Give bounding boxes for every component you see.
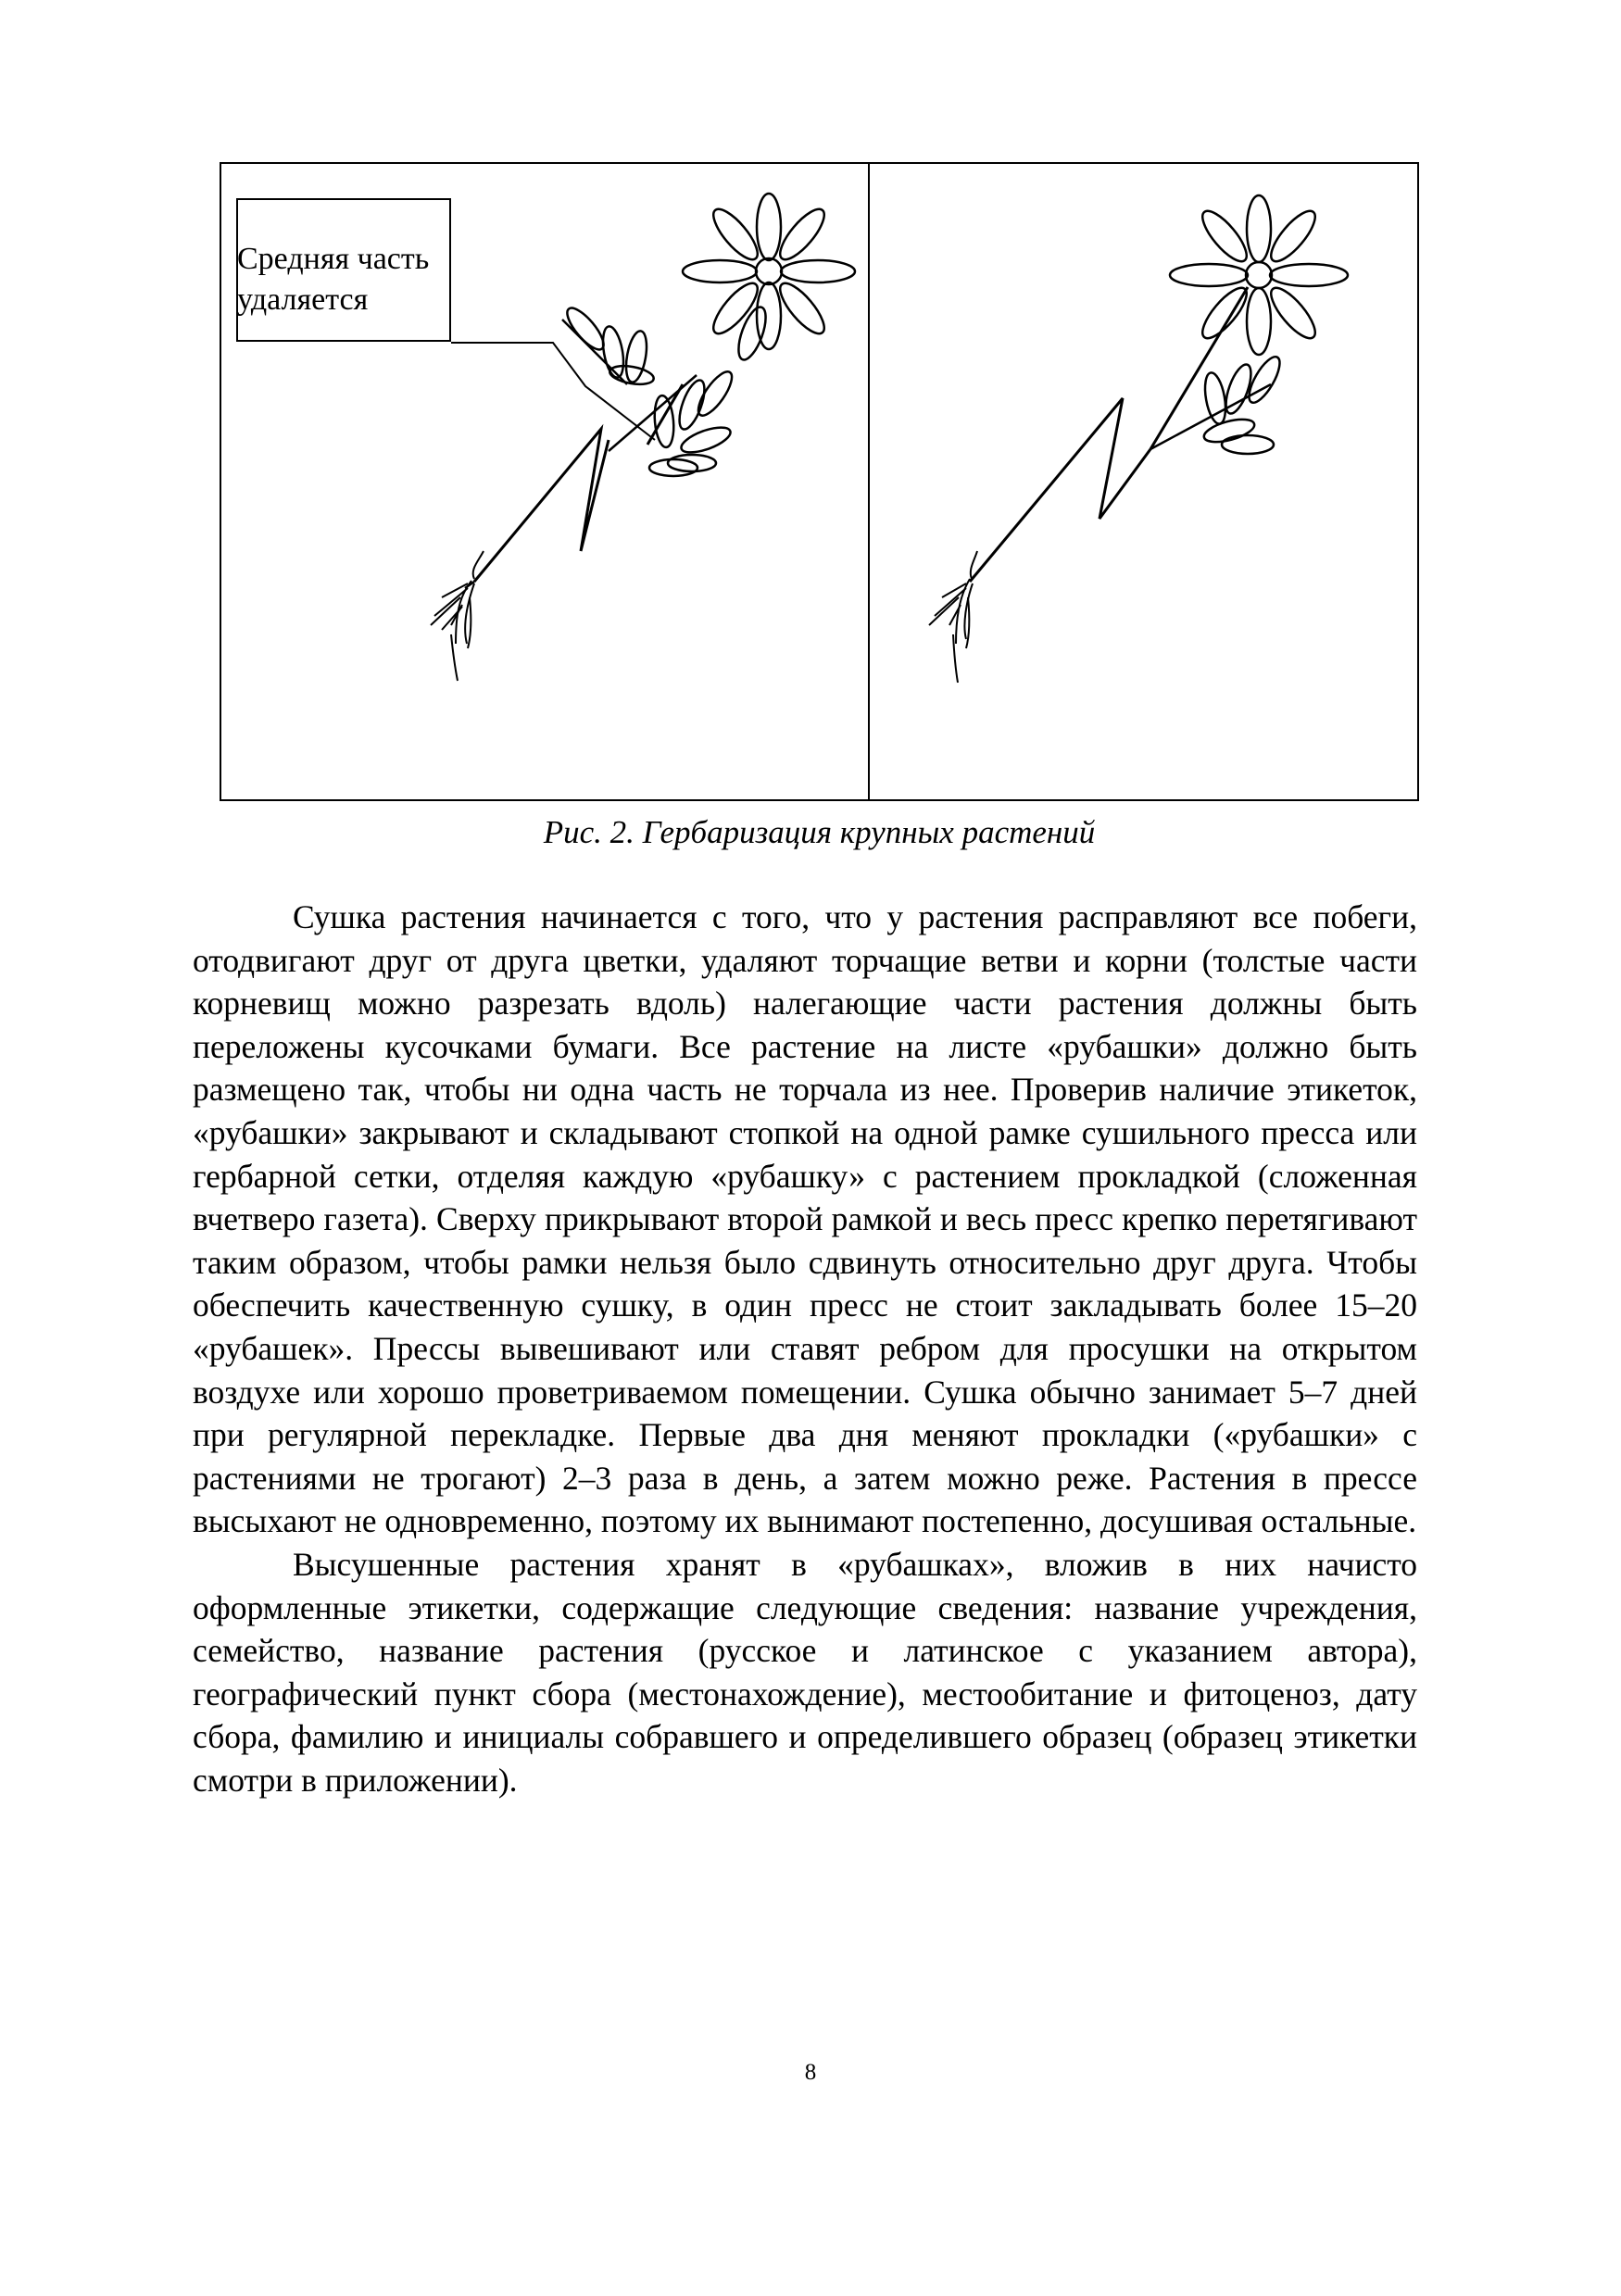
cut-mark [647,384,683,445]
callout-label [237,239,459,320]
figure-caption: Рис. 2. Гербаризация крупных растений [543,814,1096,850]
roots-right [929,551,977,683]
roots-left [431,551,484,681]
callout-line-2: удаляется [237,282,369,317]
plant-left [431,194,855,681]
plant-right [929,195,1348,683]
body-text [193,896,1417,1801]
stem-right [970,398,1150,582]
stem-left [474,429,609,582]
callout-line-1: Средняя часть [237,242,430,276]
branch-right [1150,353,1286,454]
flower-right [1170,195,1348,355]
page-number: 8 [804,2060,817,2085]
flower-left [683,194,855,363]
paragraph-storage: Высушенные растения хранят в «рубашках», вложив в них начисто оформленные этикетки, содержащие следующие сведения: название учреждения, семейство, название растения (русское и латинское с указанием автора), географический пункт сбора (местонахождение), местообитание и фитоценоз, дату сбора, фамилию и инициалы собравшего и определившего образец (образец этикетки смотри в приложении). [193,1545,1417,1799]
paragraph-drying: Сушка растения начинается с того, что у растения расправляют все побеги, отодвигают друг от друга цветки, удаляют торчащие ветви и корни (толстые части корневищ можно разрезать вдоль) налегающие части растения должны быть переложены кусочками бумаги. Все растение на листе «рубашки» должно быть размещено так, чтобы ни одна часть не торчала из нее. Проверив наличие этикеток, «рубашки» закрывают и складывают стопкой на одной рамке сушильного пресса или гербарной сетки, отделяя каждую «рубашку» с растением прокладкой (сложенная вчетверо газета). Сверху прикрывают второй рамкой и весь пресс крепко перетягивают таким образом, чтобы рамки нельзя было сдвинуть относительно друг друга. Чтобы обеспечить качественную сушку, в один пресс не стоит закладывать более 15–20 «рубашек». Прессы вывешивают или ставят ребром для просушки на открытом воздухе или хорошо проветриваемом помещении. Сушка обычно занимает 5–7 дней при регулярной перекладке. Первые два дня меняют прокладки («рубашки» с растениями не трогают) 2–3 раза в день, а затем можно реже. Растения в прессе высыхают не одновременно, поэтому их вынимают постепенно, досушивая остальные. [193,898,1417,1540]
